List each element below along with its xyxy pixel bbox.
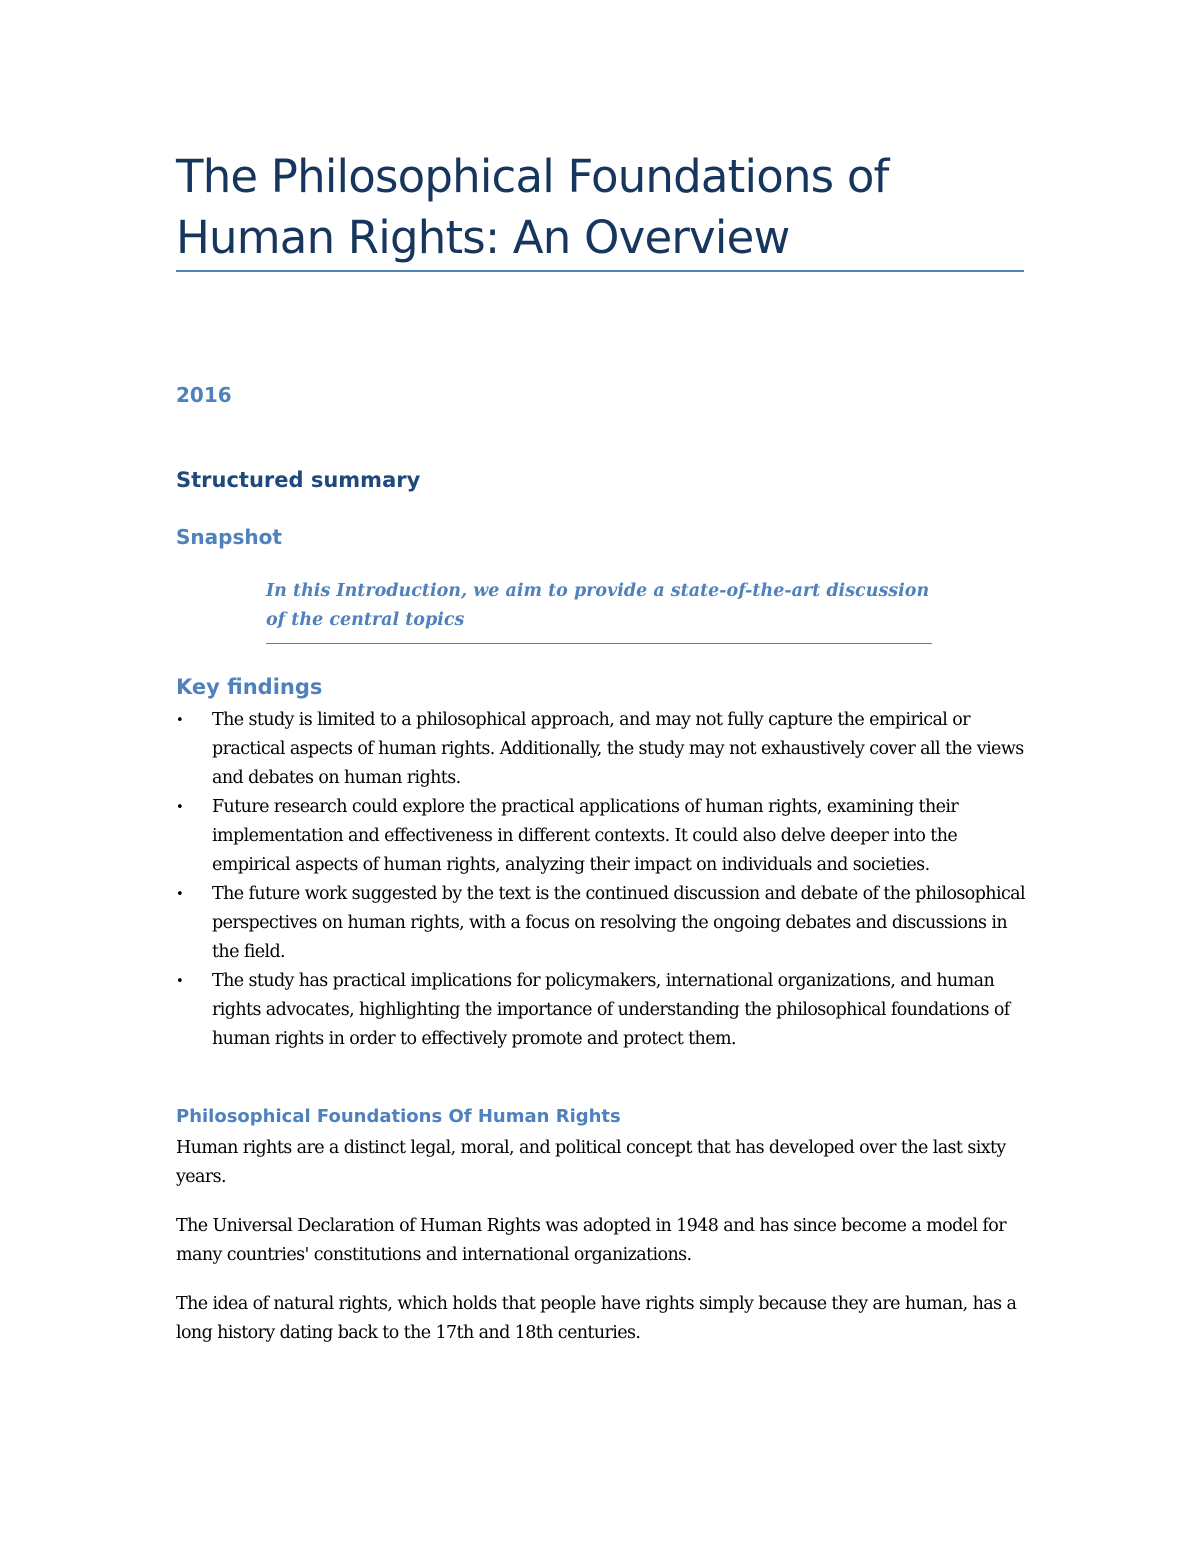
bullet-icon: •: [176, 974, 184, 989]
title-underline: [176, 270, 1024, 272]
list-item-text: The study is limited to a philosophical approach, and may not fully capture the empirical or practical aspects of human rights. Additionally, the study may not exhaustively cover all the views and debates on human rights.: [212, 710, 1024, 788]
snapshot-quote: In this Introduction, we aim to provide a state-of-the-art discussion of the central topics: [266, 577, 932, 644]
list-item: [176, 880, 1036, 967]
list-item: [176, 793, 1036, 880]
snapshot-heading: Snapshot: [176, 525, 282, 549]
list-item: [176, 967, 1036, 1054]
structured-summary-heading: Structured summary: [176, 468, 421, 492]
bullet-icon: •: [176, 713, 184, 728]
body-paragraph: The Universal Declaration of Human Rights was adopted in 1948 and has since become a model for many countries' constitutions and international organizations.: [176, 1216, 1006, 1265]
list-item-text: The future work suggested by the text is the continued discussion and debate of the philosophical perspectives on human rights, with a focus on resolving the ongoing debates and discussions in the field.: [212, 884, 1025, 962]
bullet-icon: •: [176, 800, 184, 815]
body-paragraph: The idea of natural rights, which holds that people have rights simply because they are human, has a long history dating back to the 17th and 18th centuries.: [176, 1294, 1017, 1343]
list-item: [176, 706, 1036, 793]
philosophical-foundations-heading: Philosophical Foundations Of Human Rights: [176, 1106, 621, 1127]
key-findings-heading: Key findings: [176, 675, 323, 699]
list-item-text: The study has practical implications for policymakers, international organizations, and human rights advocates, highlighting the importance of understanding the philosophical foundations of human rights in order to effectively promote and protect them.: [212, 971, 1010, 1049]
bullet-icon: •: [176, 887, 184, 902]
year-heading: 2016: [176, 383, 232, 407]
list-item-text: Future research could explore the practical applications of human rights, examining their implementation and effectiveness in different contexts. It could also delve deeper into the empirical aspects of human rights, analyzing their impact on individuals and societies.: [212, 797, 959, 875]
document-title: The Philosophical Foundations of Human Rights: An Overview: [176, 150, 889, 264]
body-paragraph: Human rights are a distinct legal, moral, and political concept that has developed over the last sixty years.: [176, 1138, 1006, 1187]
key-findings-list: [176, 706, 1036, 1054]
